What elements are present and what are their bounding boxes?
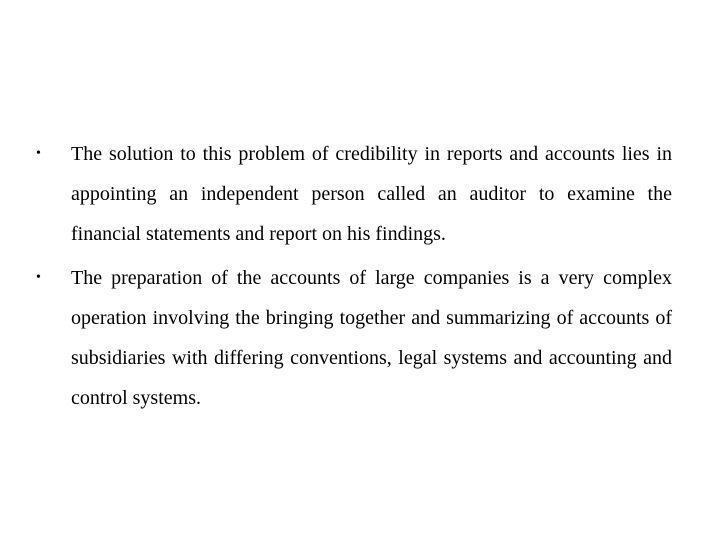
bullet-marker: • bbox=[36, 146, 41, 161]
bullet-marker: • bbox=[36, 270, 41, 285]
bullet-list bbox=[36, 134, 672, 422]
bullet-text: The preparation of the accounts of large companies is a very complex operation involving the bringing together and summarizing of accounts of subsidiaries with differing conventions, legal systems and accounting and control systems. bbox=[71, 267, 672, 409]
bullet-item bbox=[36, 134, 672, 254]
bullet-item bbox=[36, 258, 672, 418]
bullet-text: The solution to this problem of credibility in reports and accounts lies in appointing an independent person called an auditor to examine the financial statements and report on his findings. bbox=[71, 143, 672, 245]
